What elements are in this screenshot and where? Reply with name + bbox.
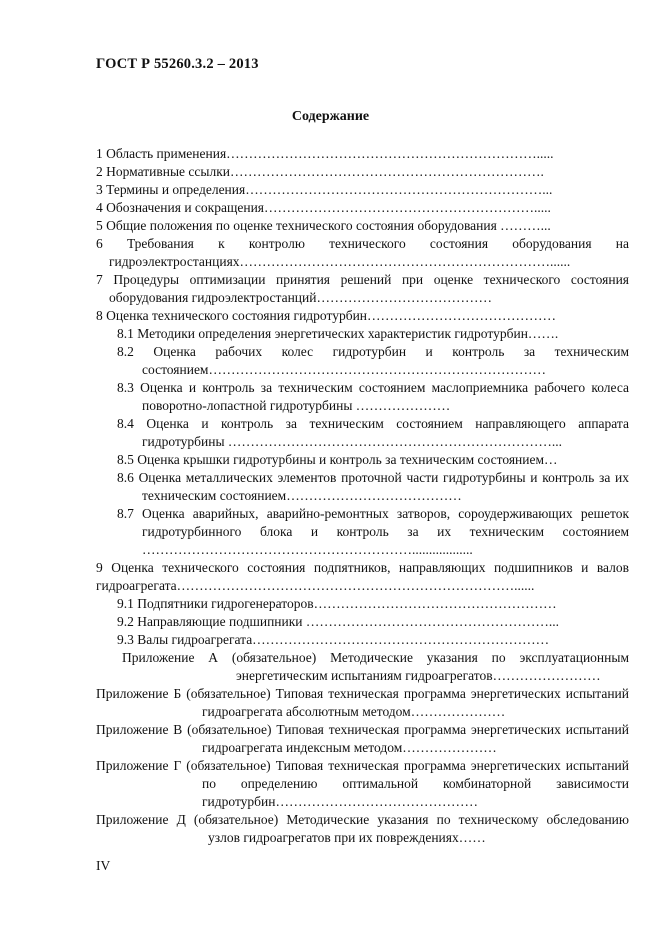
toc-entry: Приложение А (обязательное) Методические указания по эксплуатационным энергетическим испытаниям гидроагрегатов…………………… xyxy=(122,650,629,683)
page-title: Содержание xyxy=(291,109,370,124)
table-of-contents xyxy=(96,145,629,847)
toc-entry: 8.6 Оценка металлических элементов проточной части гидротурбины и контроль за их техническим состоянием………………………………… xyxy=(117,470,629,503)
toc-entry: 9.1 Подпятники гидрогенераторов……………………………………………… xyxy=(117,596,557,611)
toc-entry: 6 Требования к контролю технического состояния оборудования на гидроэлектростанциях……………………………………………………………...... xyxy=(96,236,629,269)
toc-entry: 8.5 Оценка крышки гидротурбины и контроль за техническим состоянием… xyxy=(117,452,558,467)
toc-entry: 7 Процедуры оптимизации принятия решений при оценке технического состояния оборудования гидроэлектростанций………………………………… xyxy=(96,272,629,305)
toc-entry: Приложение Д (обязательное) Методические указания по техническому обследованию узлов гидроагрегатов при их повреждениях…… xyxy=(96,812,629,845)
toc-entry: 5 Общие положения по оценке технического состояния оборудования ………... xyxy=(96,218,551,233)
toc-entry: 9.3 Валы гидроагрегата………………………………………………………… xyxy=(117,632,550,647)
page-number: IV xyxy=(96,858,111,873)
toc-entry: Приложение В (обязательное) Типовая техническая программа энергетических испытаний гидроагрегата индексным методом………………… xyxy=(96,722,629,755)
toc-entry: Приложение Г (обязательное) Типовая техническая программа энергетических испытаний по определению оптимальной комбинаторной зависимости гидротурбин……………………………………… xyxy=(96,758,629,809)
toc-entry: 9.2 Направляющие подшипники ………………………………………………... xyxy=(117,614,560,629)
toc-entry: 8.3 Оценка и контроль за техническим состоянием маслоприемника рабочего колеса поворотно-лопастной гидротурбины ………………… xyxy=(117,380,629,413)
toc-entry: 8.1 Методики определения энергетических характеристик гидротурбин……. xyxy=(117,326,559,341)
toc-entry: 9 Оценка технического состояния подпятников, направляющих подшипников и валов гидроагрегата…………………………………………………………………...... xyxy=(96,560,629,593)
toc-entry: 8 Оценка технического состояния гидротурбин…………………………………… xyxy=(96,308,557,323)
toc-entry: 8.2 Оценка рабочих колес гидротурбин и контроль за техническим состоянием………………………………………………………………… xyxy=(117,344,629,377)
toc-entry: 8.7 Оценка аварийных, аварийно-ремонтных затворов, сороудерживающих решеток гидротурбинного блока и контроль за их техническим состоянием …………………………………………………….................. xyxy=(117,506,629,557)
toc-entry: 2 Нормативные ссылки……………………………………………………………. xyxy=(96,164,544,179)
document-code: ГОСТ Р 55260.3.2 – 2013 xyxy=(96,56,259,72)
toc-entry: 8.4 Оценка и контроль за техническим состоянием направляющего аппарата гидротурбины ………………………………………………………………... xyxy=(117,416,629,449)
toc-entry: 1 Область применения……………………………………………………………..... xyxy=(96,146,554,161)
toc-entry: 4 Обозначения и сокращения……………………………………………………..... xyxy=(96,200,551,215)
toc-entry: Приложение Б (обязательное) Типовая техническая программа энергетических испытаний гидроагрегата абсолютным методом………………… xyxy=(96,686,629,719)
toc-entry: 3 Термины и определения…………………………………………………………... xyxy=(96,182,553,197)
